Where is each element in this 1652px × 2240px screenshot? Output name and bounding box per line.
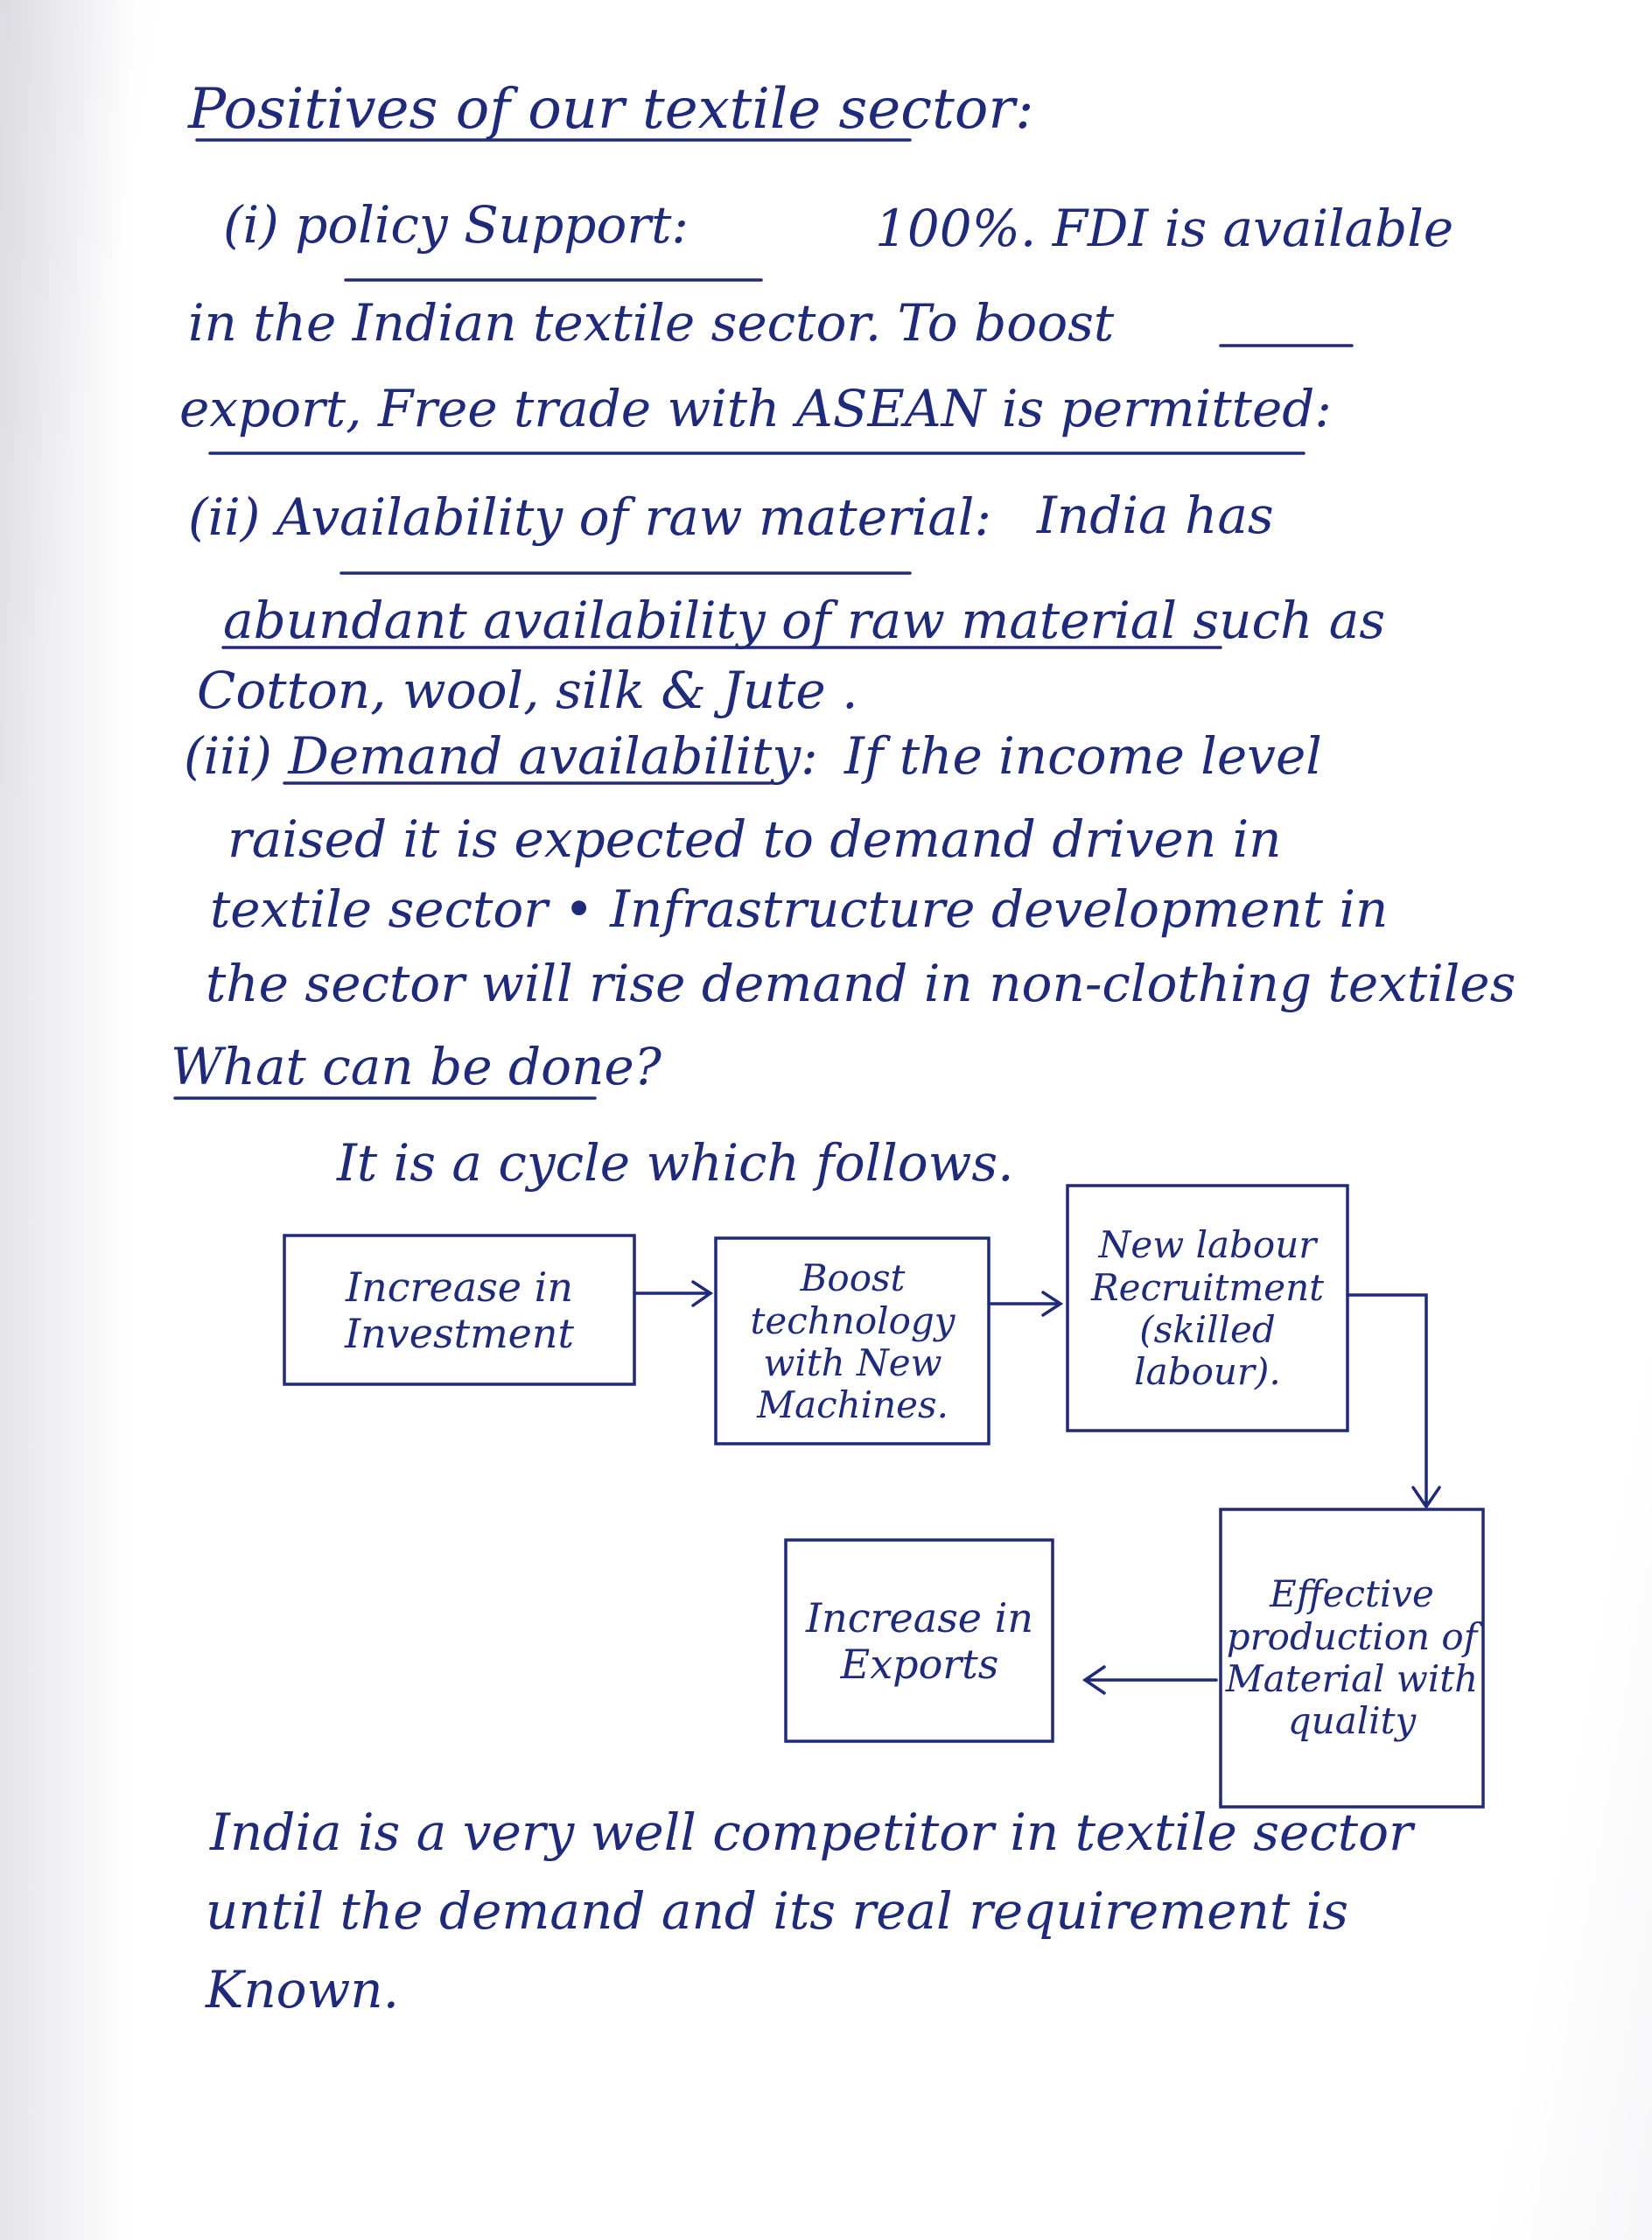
- policy-support-line1: 100%. FDI is available: [875, 199, 1454, 258]
- raw-material-line1: India has: [1037, 486, 1274, 545]
- demand-line4: the sector will rise demand in non-clothing textiles: [206, 954, 1516, 1013]
- policy-support-heading: (i) policy Support:: [223, 195, 689, 255]
- arrow-1: [634, 1282, 710, 1306]
- raw-material-line2: abundant availability of raw material such as: [223, 591, 1386, 650]
- box1-label: Increase in Investment: [344, 1263, 575, 1357]
- box4-label: Effective production of Material with quality: [1225, 1572, 1479, 1743]
- demand-heading: (iii) Demand availability:: [184, 726, 818, 786]
- raw-material-heading: (ii) Availability of raw material:: [188, 487, 992, 547]
- box3-label: New labour Recruitment (skilled labour).: [1090, 1223, 1325, 1394]
- demand-line1: If the income level: [844, 726, 1322, 786]
- arrow-3: [1348, 1295, 1439, 1507]
- arrow-2: [989, 1292, 1060, 1315]
- demand-line2: raised it is expected to demand driven in: [228, 809, 1282, 869]
- policy-support-line3: export, Free trade with ASEAN is permitted:: [179, 379, 1332, 438]
- conclusion-line1: India is a very well competitor in textile sector: [210, 1802, 1413, 1862]
- conclusion-line2: until the demand and its real requirement is: [206, 1881, 1348, 1941]
- raw-material-line3: Cotton, wool, silk & Jute .: [197, 661, 858, 720]
- box5-label: Increase in Exports: [806, 1594, 1033, 1688]
- policy-support-line2: in the Indian textile sector. To boost: [188, 293, 1115, 353]
- demand-line3: textile sector • Infrastructure development in: [210, 879, 1389, 939]
- cycle-intro: It is a cycle which follows.: [337, 1133, 1014, 1193]
- arrow-4: [1085, 1667, 1216, 1693]
- what-can-be-done-heading: What can be done?: [171, 1037, 662, 1096]
- conclusion-line3: Known.: [206, 1960, 400, 2020]
- box2-label: Boost technology with New Machines.: [750, 1256, 956, 1427]
- page-title: Positives of our textile sector:: [188, 77, 1034, 142]
